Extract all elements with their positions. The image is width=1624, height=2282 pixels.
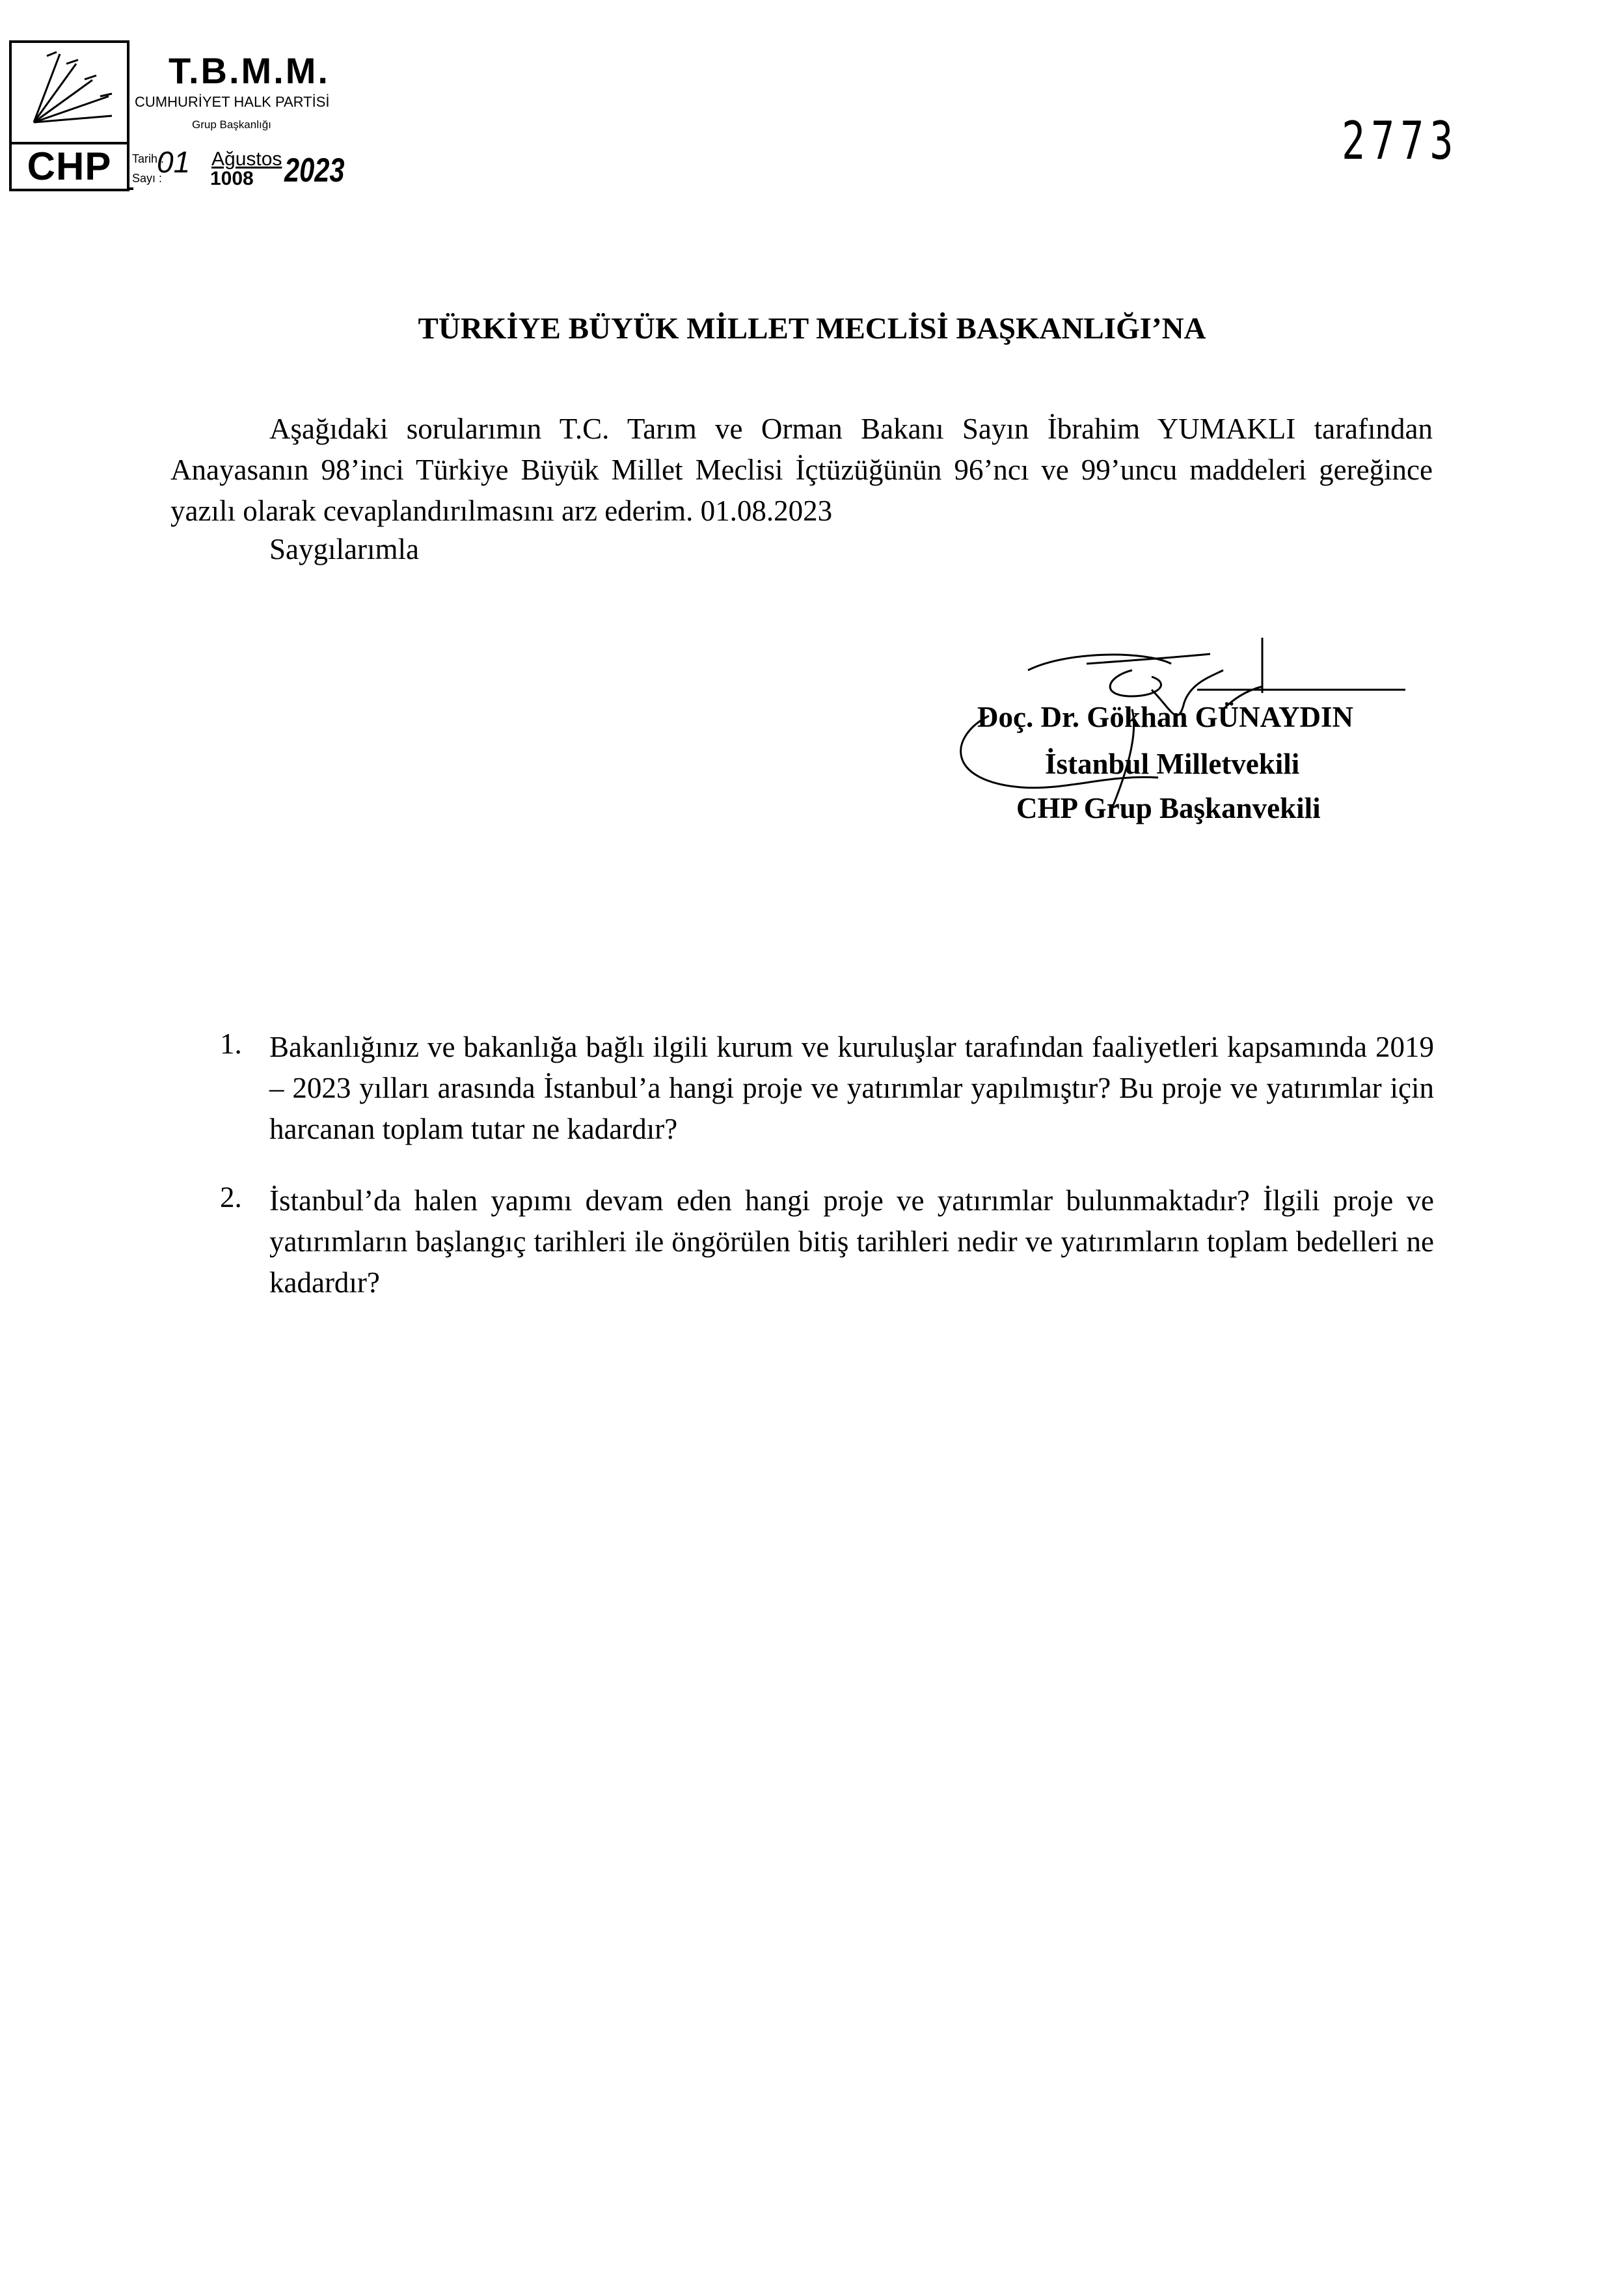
question-text: Bakanlığınız ve bakanlığa bağlı ilgili kurum ve kuruluşlar tarafından faaliyetleri kapsamında 2019 – 2023 yılları arasında İstanbul’a hangi proje ve yatırımlar yapılmıştır? Bu proje ve yatırımlar için harcanan toplam tutar ne kadardır? xyxy=(269,1031,1434,1145)
question-text: İstanbul’da halen yapımı devam eden hangi proje ve yatırımlar bulunmaktadır? İlgili proje ve yatırımların başlangıç tarihleri ile öngörülen bitiş tarihleri nedir ve yatırımların toplam bedelleri ne kadardır? xyxy=(269,1184,1434,1299)
page-title: TÜRKİYE BÜYÜK MİLLET MECLİSİ BAŞKANLIĞI’NA xyxy=(418,312,1206,346)
stamp-details xyxy=(129,40,390,191)
stamp-divider xyxy=(127,187,133,190)
stamp-grup: Grup Başkanlığı xyxy=(192,118,271,131)
chp-rays-icon xyxy=(21,51,118,135)
signatory-name: Doç. Dr. Gökhan GÜNAYDIN xyxy=(977,701,1354,733)
question-number: 2. xyxy=(220,1181,242,1214)
stamp-party: CUMHURİYET HALK PARTİSİ xyxy=(135,94,330,110)
document-number: 2773 xyxy=(1342,111,1459,171)
stamp-sayi: 1008 xyxy=(210,168,254,189)
stamp-tarih-label: Tarih : xyxy=(132,152,165,165)
chp-stamp xyxy=(9,40,129,191)
question-number: 1. xyxy=(220,1027,242,1060)
signatory-role-1: İstanbul Milletvekili xyxy=(1045,748,1300,780)
stamp-sayi-label: Sayı : xyxy=(132,172,163,185)
chp-logo xyxy=(12,43,127,141)
body-paragraph: Aşağıdaki sorularımın T.C. Tarım ve Orman Bakanı Sayın İbrahim YUMAKLI tarafından Anayasanın 98’inci Türkiye Büyük Millet Meclisi İçtüzüğünün 96’ncı ve 99’uncu maddeleri gereğince yazılı olarak cevaplandırılmasını arz ederim. 01.08.2023 xyxy=(170,413,1433,527)
closing: Saygılarımla xyxy=(269,533,419,565)
signatory-role-2: CHP Grup Başkanvekili xyxy=(1016,792,1321,824)
stamp-year: 2023 xyxy=(284,152,345,189)
stamp-month: Ağustos xyxy=(211,148,282,170)
stamp-chp-text: CHP xyxy=(12,142,127,189)
stamp-tbmm: T.B.M.M. xyxy=(169,50,330,91)
stamp-day: 01 xyxy=(157,145,191,179)
